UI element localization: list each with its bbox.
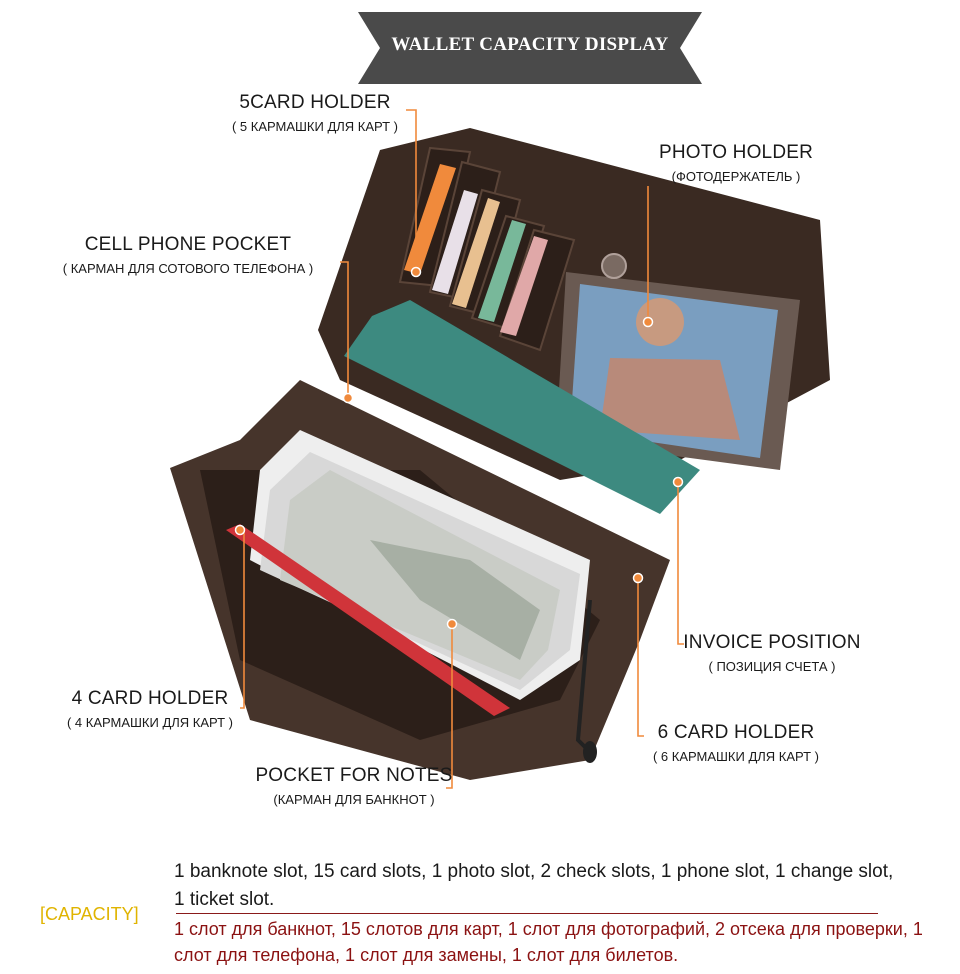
six-card-holder-en: 6 CARD HOLDER [657, 722, 815, 743]
capacity-tag: [CAPACITY] [40, 904, 139, 924]
four-card-holder-en: 4 CARD HOLDER [71, 688, 229, 709]
capacity-divider [176, 913, 878, 914]
page-title: WALLET CAPACITY DISPLAY [391, 34, 669, 55]
cell-phone-pocket-en: CELL PHONE POCKET [84, 234, 292, 255]
photo-holder-en: PHOTO HOLDER [658, 142, 814, 163]
five-card-holder-en: 5CARD HOLDER [239, 92, 391, 113]
label-four-card-holder [44, 688, 256, 730]
label-five-card-holder [210, 92, 420, 134]
photo-holder-ru: (ФОТОДЕРЖАТЕЛЬ ) [671, 169, 801, 184]
capacity-russian: 1 слот для банкнот, 15 слотов для карт, 1 слот для фотографий, 2 отсека для проверки, 1 слот для телефона, 1 слот для замены, 1 слот для билетов. [174, 919, 923, 965]
six-card-holder-ru: ( 6 КАРМАШКИ ДЛЯ КАРТ ) [652, 749, 820, 764]
label-six-card-holder [630, 722, 842, 764]
invoice-position-en: INVOICE POSITION [683, 632, 861, 653]
label-invoice-position [680, 632, 864, 674]
pocket-for-notes-ru: (КАРМАН ДЛЯ БАНКНОТ ) [273, 792, 435, 807]
label-cell-phone-pocket [30, 234, 346, 276]
capacity-english: 1 banknote slot, 15 card slots, 1 photo slot, 2 check slots, 1 phone slot, 1 change slot, 1 ticket slot. [174, 861, 894, 910]
five-card-holder-ru: ( 5 КАРМАШКИ ДЛЯ КАРТ ) [231, 119, 399, 134]
cell-phone-pocket-ru: ( КАРМАН ДЛЯ СОТОВОГО ТЕЛЕФОНА ) [62, 261, 314, 276]
label-pocket-for-notes [246, 765, 462, 807]
label-photo-holder [636, 142, 836, 184]
four-card-holder-ru: ( 4 КАРМАШКИ ДЛЯ КАРТ ) [66, 715, 234, 730]
pocket-for-notes-en: POCKET FOR NOTES [255, 765, 453, 786]
invoice-position-ru: ( ПОЗИЦИЯ СЧЕТА ) [708, 659, 836, 674]
